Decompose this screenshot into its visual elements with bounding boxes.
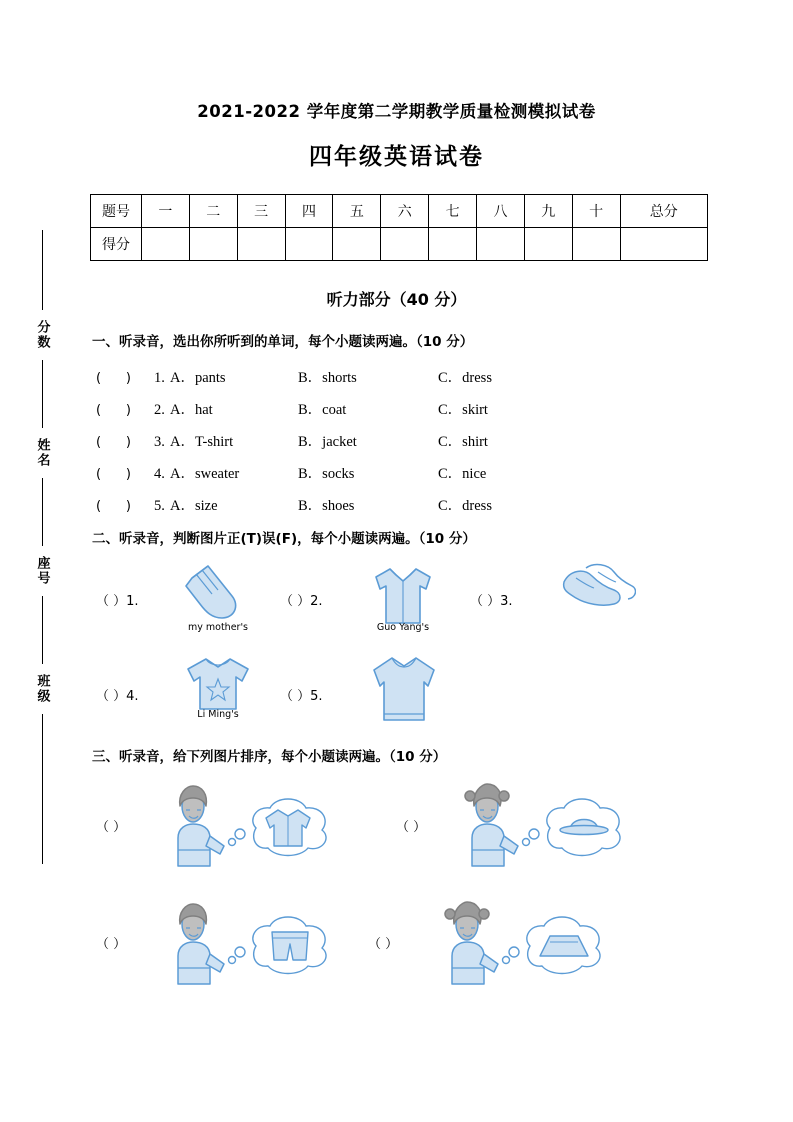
answer-blank[interactable]: ( ) xyxy=(96,371,131,386)
seal-label-seat: 座号 xyxy=(34,556,50,586)
question-1-prompt: 一、听录音，选出你所听到的单词，每个小题读两遍。（10 分） xyxy=(92,334,474,350)
q1-item-5 xyxy=(96,494,736,515)
question-3-prompt: 三、听录音，给下列图片排序，每个小题读两遍。（10 分） xyxy=(92,749,447,765)
row-label-question: 题号 xyxy=(91,195,142,228)
score-cell-1[interactable] xyxy=(142,228,190,261)
col-4: 四 xyxy=(285,195,333,228)
q1-item-1 xyxy=(96,366,736,387)
col-7: 七 xyxy=(429,195,477,228)
item-number: 2. xyxy=(154,402,165,418)
option-b[interactable]: B．shorts xyxy=(298,370,357,386)
option-b[interactable]: B．jacket xyxy=(298,434,357,450)
picture-girl-thinking-skirt xyxy=(432,898,622,988)
table-row-scores xyxy=(91,228,708,261)
option-c[interactable]: C．nice xyxy=(438,466,487,482)
score-cell-2[interactable] xyxy=(189,228,237,261)
score-cell-6[interactable] xyxy=(381,228,429,261)
col-total: 总分 xyxy=(620,195,707,228)
score-cell-9[interactable] xyxy=(524,228,572,261)
picture-shoes xyxy=(556,562,636,616)
col-3: 三 xyxy=(237,195,285,228)
page-subtitle: 四年级英语试卷 xyxy=(309,144,484,170)
table-row-headers xyxy=(91,195,708,228)
page-title: 2021-2022 学年度第二学期教学质量检测模拟试卷 xyxy=(197,102,596,121)
col-2: 二 xyxy=(189,195,237,228)
score-cell-3[interactable] xyxy=(237,228,285,261)
col-10: 十 xyxy=(572,195,620,228)
picture-caption-1: my mother's xyxy=(187,622,249,633)
q2-item-5-label[interactable]: （ ）5. xyxy=(280,689,323,704)
score-cell-8[interactable] xyxy=(477,228,525,261)
q1-item-2 xyxy=(96,398,736,419)
q1-item-4 xyxy=(96,462,736,483)
picture-tshirt xyxy=(180,655,256,713)
option-a[interactable]: A．pants xyxy=(170,370,226,386)
q3-item-1-label[interactable]: （ ） xyxy=(96,820,127,835)
item-number: 3. xyxy=(154,434,165,450)
col-1: 一 xyxy=(142,195,190,228)
item-number: 5. xyxy=(154,498,165,514)
answer-blank[interactable]: ( ) xyxy=(96,499,131,514)
listening-section-heading: 听力部分（40 分） xyxy=(326,290,467,309)
col-9: 九 xyxy=(524,195,572,228)
picture-caption-4: Li Ming's xyxy=(197,709,239,720)
seal-rule xyxy=(42,478,43,546)
seal-line-strip xyxy=(22,230,62,1030)
answer-blank[interactable]: ( ) xyxy=(96,435,131,450)
option-c[interactable]: C．dress xyxy=(438,370,492,386)
score-cell-10[interactable] xyxy=(572,228,620,261)
option-a[interactable]: A．hat xyxy=(170,402,213,418)
option-a[interactable]: A．sweater xyxy=(170,466,240,482)
q2-item-1-label[interactable]: （ ）1. xyxy=(96,594,139,609)
option-b[interactable]: B．coat xyxy=(298,402,347,418)
option-a[interactable]: A．T-shirt xyxy=(170,434,234,450)
picture-boy-thinking-jacket xyxy=(160,780,350,870)
score-cell-7[interactable] xyxy=(429,228,477,261)
q2-item-2-label[interactable]: （ ）2. xyxy=(280,594,323,609)
q2-item-4-label[interactable]: （ ）4. xyxy=(96,689,139,704)
item-number: 4. xyxy=(154,466,165,482)
seal-rule xyxy=(42,714,43,864)
col-6: 六 xyxy=(381,195,429,228)
picture-sweater xyxy=(368,652,440,728)
question-2-prompt: 二、听录音，判断图片正(T)误(F)，每个小题读两遍。（10 分） xyxy=(92,531,476,547)
picture-girl-thinking-hat xyxy=(452,780,642,870)
picture-shirt xyxy=(368,563,438,629)
option-c[interactable]: C．dress xyxy=(438,498,492,514)
option-c[interactable]: C．skirt xyxy=(438,402,488,418)
seal-rule xyxy=(42,360,43,428)
item-number: 1. xyxy=(154,370,165,386)
q3-item-4-label[interactable]: （ ） xyxy=(368,937,399,952)
picture-boy-thinking-shorts xyxy=(160,898,350,988)
row-label-score: 得分 xyxy=(91,228,142,261)
picture-caption-2: Guo Yang's xyxy=(376,622,430,633)
option-b[interactable]: B．socks xyxy=(298,466,355,482)
seal-label-class: 班级 xyxy=(34,674,50,704)
q2-item-3-label[interactable]: （ ）3. xyxy=(470,594,513,609)
option-c[interactable]: C．shirt xyxy=(438,434,488,450)
seal-label-name: 姓名 xyxy=(34,438,50,468)
seal-rule xyxy=(42,596,43,664)
score-table xyxy=(90,194,708,261)
col-5: 五 xyxy=(333,195,381,228)
q3-item-3-label[interactable]: （ ） xyxy=(96,937,127,952)
picture-sock xyxy=(172,560,268,630)
answer-blank[interactable]: ( ) xyxy=(96,403,131,418)
option-a[interactable]: A．size xyxy=(170,498,218,514)
col-8: 八 xyxy=(477,195,525,228)
score-cell-4[interactable] xyxy=(285,228,333,261)
seal-label-score: 分数 xyxy=(34,320,50,350)
option-b[interactable]: B．shoes xyxy=(298,498,355,514)
q1-item-3 xyxy=(96,430,736,451)
score-cell-total[interactable] xyxy=(620,228,707,261)
score-cell-5[interactable] xyxy=(333,228,381,261)
answer-blank[interactable]: ( ) xyxy=(96,467,131,482)
q3-item-2-label[interactable]: （ ） xyxy=(396,820,427,835)
